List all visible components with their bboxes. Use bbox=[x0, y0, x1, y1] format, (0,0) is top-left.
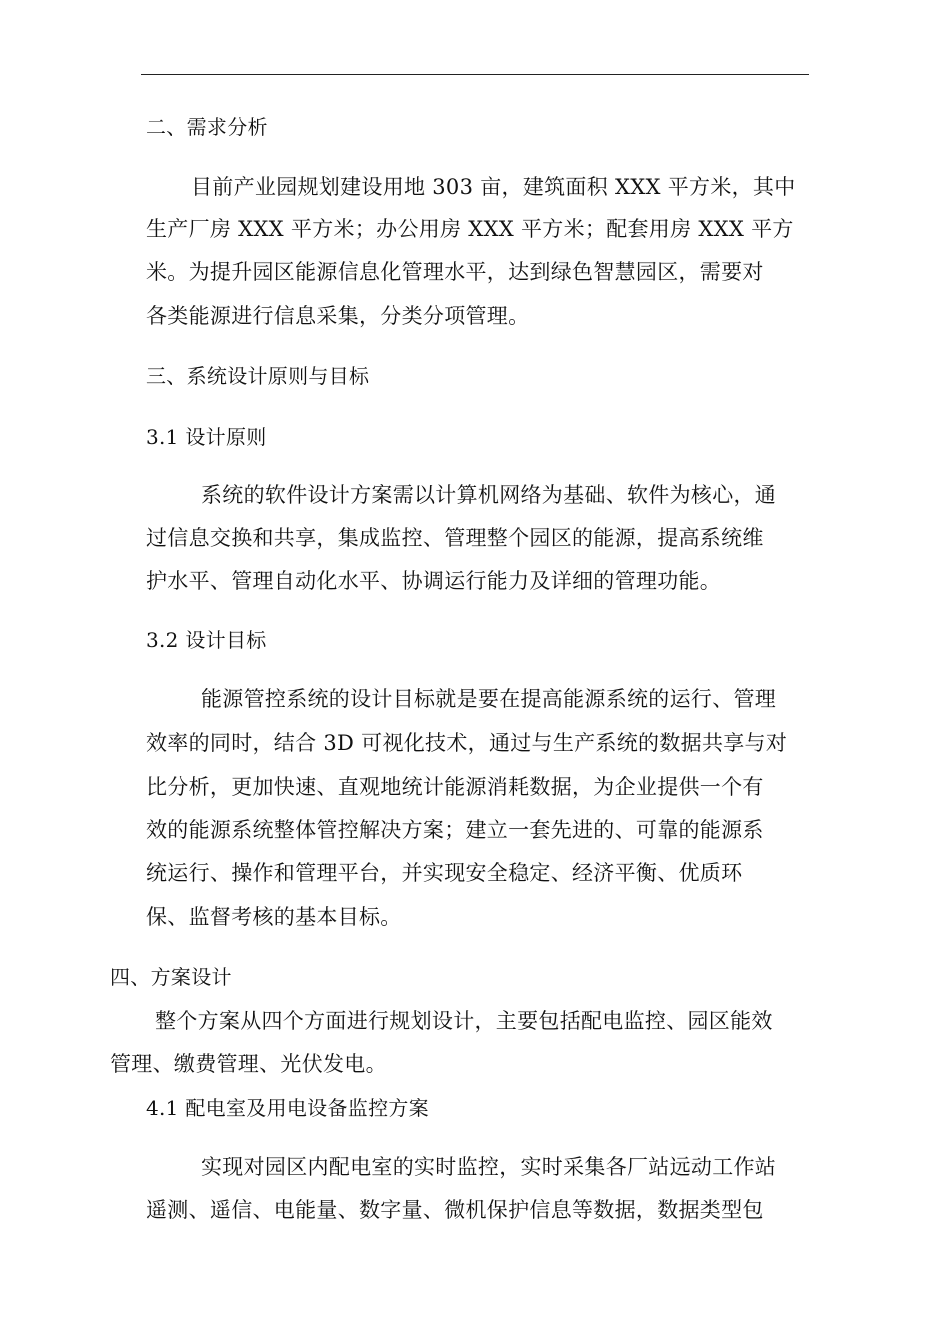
section-heading-plan: 四、方案设计 bbox=[110, 965, 232, 989]
paragraph-line: 能源管控系统的设计目标就是要在提高能源系统的运行、管理 bbox=[201, 687, 777, 711]
paragraph-line: 米。为提升园区能源信息化管理水平，达到绿色智慧园区，需要对 bbox=[146, 260, 764, 284]
section-heading-design: 三、系统设计原则与目标 bbox=[146, 364, 370, 388]
subsection-heading-goal: 3.2 设计目标 bbox=[146, 628, 267, 652]
paragraph-line: 保、监督考核的基本目标。 bbox=[146, 905, 402, 929]
paragraph-line: 过信息交换和共享，集成监控、管理整个园区的能源，提高系统维 bbox=[146, 526, 764, 550]
header-rule bbox=[141, 74, 809, 75]
paragraph-line: 整个方案从四个方面进行规划设计，主要包括配电监控、园区能效 bbox=[155, 1009, 773, 1033]
paragraph-line: 目前产业园规划建设用地 303 亩，建筑面积 XXX 平方米，其中 bbox=[191, 175, 796, 199]
paragraph-line: 管理、缴费管理、光伏发电。 bbox=[110, 1052, 387, 1076]
paragraph-line: 效率的同时，结合 3D 可视化技术，通过与生产系统的数据共享与对 bbox=[146, 731, 788, 755]
paragraph-line: 护水平、管理自动化水平、协调运行能力及详细的管理功能。 bbox=[146, 569, 722, 593]
paragraph-line: 生产厂房 XXX 平方米；办公用房 XXX 平方米；配套用房 XXX 平方 bbox=[146, 217, 794, 241]
subsection-heading-monitoring: 4.1 配电室及用电设备监控方案 bbox=[146, 1096, 429, 1120]
subsection-heading-principle: 3.1 设计原则 bbox=[146, 425, 267, 449]
paragraph-line: 效的能源系统整体管控解决方案；建立一套先进的、可靠的能源系 bbox=[146, 818, 764, 842]
paragraph-line: 比分析，更加快速、直观地统计能源消耗数据，为企业提供一个有 bbox=[146, 775, 764, 799]
paragraph-line: 遥测、遥信、电能量、数字量、微机保护信息等数据，数据类型包 bbox=[146, 1198, 764, 1222]
paragraph-line: 各类能源进行信息采集，分类分项管理。 bbox=[146, 304, 530, 328]
paragraph-line: 系统的软件设计方案需以计算机网络为基础、软件为核心，通 bbox=[201, 483, 777, 507]
paragraph-line: 实现对园区内配电室的实时监控，实时采集各厂站远动工作站 bbox=[201, 1155, 777, 1179]
section-heading-requirements: 二、需求分析 bbox=[146, 115, 268, 139]
paragraph-line: 统运行、操作和管理平台，并实现安全稳定、经济平衡、优质环 bbox=[146, 861, 743, 885]
